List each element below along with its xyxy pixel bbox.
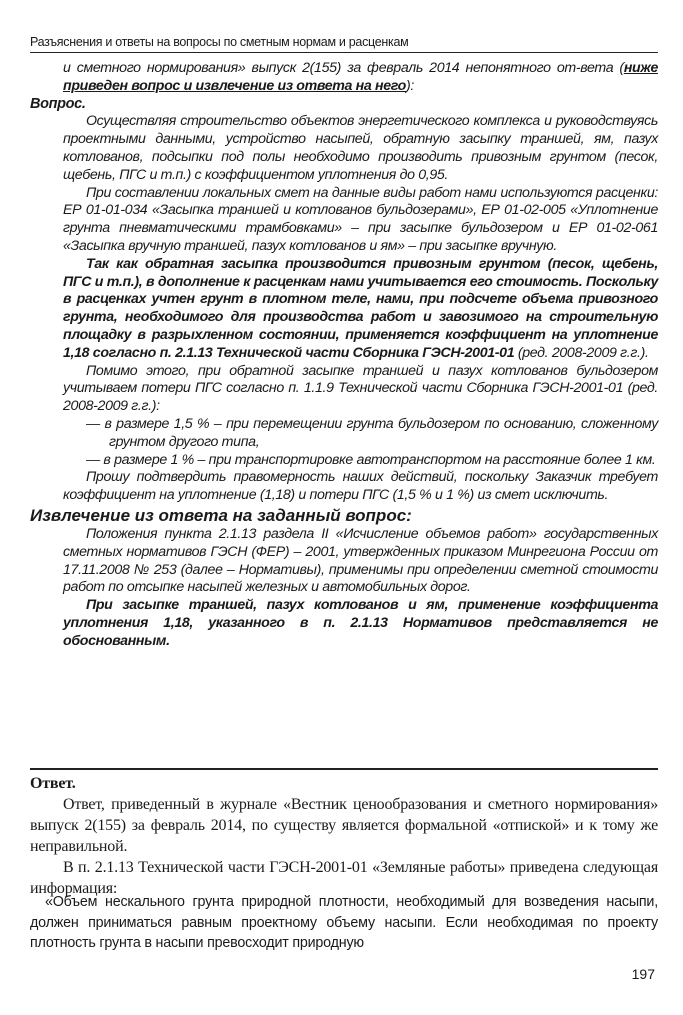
question-paragraph-2: При составлении локальных смет на данные виды работ нами используются расценки: ЕР 01-01-034 «Засыпка траншей и котлованов бульдозерами», ЕР 01-02-005 «Уплотнение грунта пневматическими трамбовками» – при засыпке бульдозером и ЕР 01-02-061 «Засыпка вручную траншей, пазух котлованов и ям» – при засыпке вручную. [63,184,658,254]
intro-text: и сметного нормирования» выпуск 2(155) за февраль 2014 непонятного от-вета ( [63,60,624,76]
question-paragraph-4: Помимо этого, при обратной засыпке траншей и пазух котлованов бульдозером учитываем потери ПГС согласно п. 1.1.9 Технической части Сборника ГЭСН-2001-01 (ред. 2008-2009 г.г.): [63,362,658,415]
answer-paragraph-1: Ответ, приведенный в журнале «Вестник ценообразования и сметного нормирования» выпуск 2(155) за февраль 2014, по существу является формальной «отпиской» и к тому же неправильной. [30,796,658,855]
answer-heading: Ответ. [30,775,76,792]
intro-underlined: ниже приведен вопрос и извлечение из ответа на него [63,60,658,94]
answer-quote: «Объем нескального грунта природной плотности, необходимый для возведения насыпи, должен приниматься равным проектному объему насыпи. Если необходимая по проекту плотность грунта в насыпи превосходит природную [30,894,658,951]
quoted-question-block [30,60,658,651]
section-divider [30,768,658,770]
question-paragraph-1: Осуществляя строительство объектов энергетического комплекса и руководствуясь проектными данными, устройство насыпей, обратную засыпку траншей, ям, пазух котлованов, подсыпки под полы необходимо производить привозным грунтом (песок, щебень, ПГС и т.п.) с коэффициентом уплотнения до 0,95. [63,113,658,183]
question-heading: Вопрос. [30,95,86,112]
list-item: — в размере 1 % – при транспортировке автотранспортом на расстояние более 1 км. [86,451,656,468]
intro-tail: ): [405,77,414,94]
list-item: — в размере 1,5 % – при перемещении грунта бульдозером по основанию, сложенному грунтом другого типа, [86,415,658,450]
extract-paragraph-2: При засыпке траншей, пазух котлованов и ям, применение коэффициента уплотнения 1,18, указанного в п. 2.1.13 Нормативов представляется не обоснованным. [63,597,658,649]
answer-paragraph-2: В п. 2.1.13 Технической части ГЭСН-2001-01 «Земляные работы» приведена следующая информация: [30,859,658,897]
answer-block [30,773,658,899]
question-paragraph-3-tail: (ред. 2008-2009 г.г.). [514,344,649,361]
extract-heading: Извлечение из ответа на заданный вопрос: [30,505,412,525]
running-head: Разъяснения и ответы на вопросы по сметным нормам и расценкам [30,35,658,53]
page-number: 197 [631,966,655,982]
question-paragraph-5: Прошу подтвердить правомерность наших действий, поскольку Заказчик требует коэффициент на уплотнение (1,18) и потери ПГС (1,5 % и 1 %) из смет исключить. [63,469,658,504]
extract-paragraph-1: Положения пункта 2.1.13 раздела II «Исчисление объемов работ» государственных сметных нормативов ГЭСН (ФЕР) – 2001, утвержденных приказом Минрегиона России от 17.11.2008 № 253 (далее – Нормативы), применимы при определении сметной стоимости работ по отсыпке насыпей железных и автомобильных дорог. [63,525,658,596]
question-paragraph-3 [30,256,658,363]
question-paragraph-3-bold: Так как обратная засыпка производится привозным грунтом (песок, щебень, ПГС и т.п.), в дополнение к расценкам нами учитывается его стоимость. Поскольку в расценках учтен грунт в плотном теле, нами, при подсчете объема привозного грунта, необходимого для производства работ и завозимого на строительную площадку в разрыхленном состоянии, применяется коэффициент на уплотнение 1,18 согласно п. 2.1.13 Технической части Сборника ГЭСН-2001-01 [63,255,658,361]
intro-paragraph [30,60,658,96]
answer-quote-block [30,892,658,954]
